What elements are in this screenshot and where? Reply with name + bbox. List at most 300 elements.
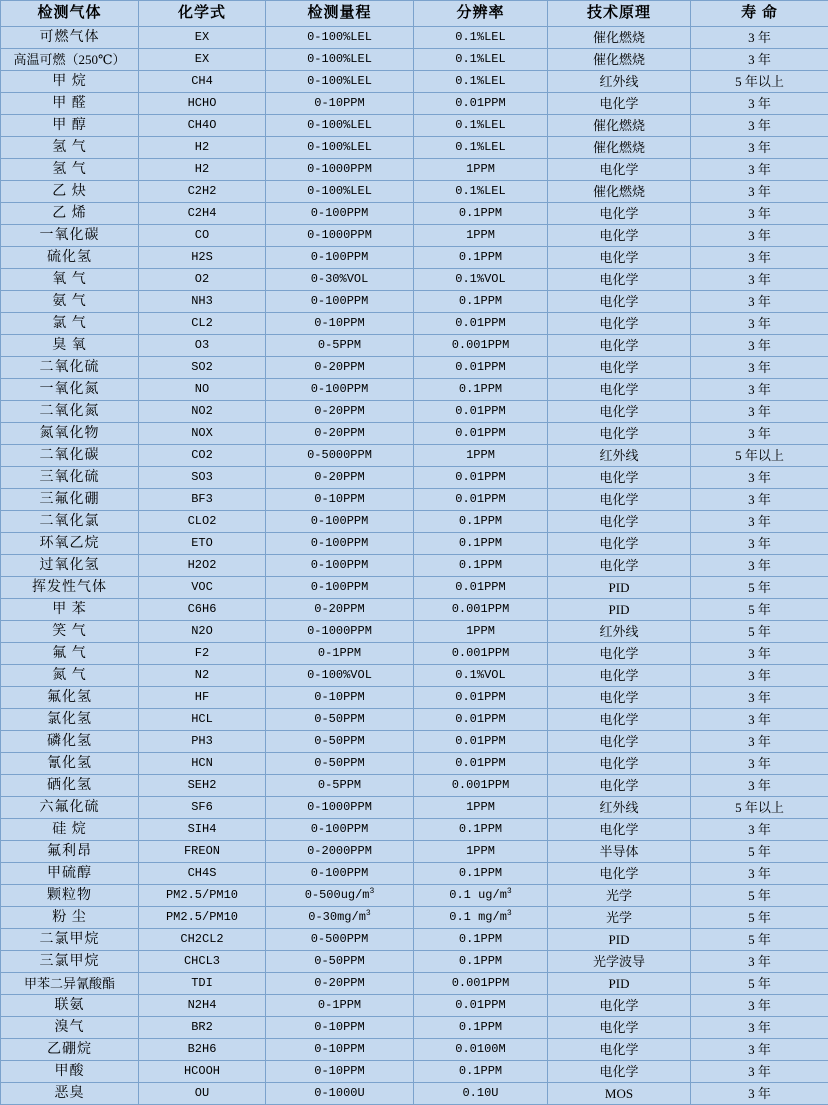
cell-principle: 电化学 [548, 995, 691, 1017]
cell-formula: HF [139, 687, 266, 709]
cell-gas-name: 氟 气 [1, 643, 139, 665]
cell-life: 3 年 [691, 709, 828, 731]
cell-formula: C6H6 [139, 599, 266, 621]
cell-gas-name: 甲酸 [1, 1061, 139, 1083]
cell-resolution: 1PPM [414, 621, 548, 643]
table-row [1, 753, 828, 775]
cell-life: 3 年 [691, 93, 828, 115]
cell-formula: C2H2 [139, 181, 266, 203]
cell-principle: 电化学 [548, 269, 691, 291]
table-row [1, 357, 828, 379]
cell-gas-name: 三氯甲烷 [1, 951, 139, 973]
cell-formula: N2H4 [139, 995, 266, 1017]
cell-gas-name: 高温可燃（250℃） [1, 49, 139, 71]
cell-resolution: 0.001PPM [414, 335, 548, 357]
cell-principle: 电化学 [548, 93, 691, 115]
cell-principle: 光学波导 [548, 951, 691, 973]
cell-resolution: 0.1PPM [414, 247, 548, 269]
cell-life: 3 年 [691, 181, 828, 203]
cell-formula: N2O [139, 621, 266, 643]
cell-range: $0-500ug/m^3$ [266, 885, 414, 907]
cell-range: 0-1PPM [266, 995, 414, 1017]
cell-range: 0-10PPM [266, 489, 414, 511]
cell-life: 3 年 [691, 1083, 828, 1105]
cell-principle: 催化燃烧 [548, 115, 691, 137]
table-row [1, 1017, 828, 1039]
cell-formula: SIH4 [139, 819, 266, 841]
cell-range: 0-10PPM [266, 313, 414, 335]
cell-range: 0-1000PPM [266, 797, 414, 819]
cell-life: 5 年以上 [691, 71, 828, 93]
table-row [1, 665, 828, 687]
table-row [1, 797, 828, 819]
cell-gas-name: 甲 苯 [1, 599, 139, 621]
cell-formula: H2 [139, 159, 266, 181]
cell-gas-name: 氨 气 [1, 291, 139, 313]
cell-gas-name: 氧 气 [1, 269, 139, 291]
column-header-gas: 检测气体 [1, 1, 139, 27]
cell-range: 0-100%VOL [266, 665, 414, 687]
cell-resolution: 0.0100M [414, 1039, 548, 1061]
cell-life: 5 年 [691, 841, 828, 863]
cell-range: 0-100PPM [266, 203, 414, 225]
cell-resolution: 1PPM [414, 841, 548, 863]
table-row [1, 159, 828, 181]
cell-resolution: 0.01PPM [414, 995, 548, 1017]
cell-resolution: 0.01PPM [414, 93, 548, 115]
table-row [1, 115, 828, 137]
cell-gas-name: 颗粒物 [1, 885, 139, 907]
table-row [1, 863, 828, 885]
cell-principle: 电化学 [548, 863, 691, 885]
cell-resolution: 0.1PPM [414, 533, 548, 555]
cell-formula: PM2.5/PM10 [139, 907, 266, 929]
table-row [1, 951, 828, 973]
table-row [1, 643, 828, 665]
cell-formula: PM2.5/PM10 [139, 885, 266, 907]
cell-gas-name: 笑 气 [1, 621, 139, 643]
cell-gas-name: 磷化氢 [1, 731, 139, 753]
cell-range: 0-30%VOL [266, 269, 414, 291]
cell-life: 3 年 [691, 1017, 828, 1039]
cell-formula: SEH2 [139, 775, 266, 797]
cell-range: 0-100PPM [266, 247, 414, 269]
table-row [1, 247, 828, 269]
cell-life: 3 年 [691, 731, 828, 753]
cell-principle: 催化燃烧 [548, 181, 691, 203]
cell-life: 3 年 [691, 159, 828, 181]
cell-formula: CLO2 [139, 511, 266, 533]
cell-principle: 电化学 [548, 709, 691, 731]
cell-formula: SO2 [139, 357, 266, 379]
column-header-life: 寿 命 [691, 1, 828, 27]
cell-resolution: 0.1 $mg/m^3$ [414, 907, 548, 929]
cell-principle: 电化学 [548, 665, 691, 687]
cell-gas-name: 三氧化硫 [1, 467, 139, 489]
cell-gas-name: 一氧化氮 [1, 379, 139, 401]
cell-range: 0-100PPM [266, 863, 414, 885]
cell-principle: 电化学 [548, 1061, 691, 1083]
cell-formula: HCL [139, 709, 266, 731]
table-row [1, 533, 828, 555]
cell-life: 3 年 [691, 247, 828, 269]
cell-range: 0-100%LEL [266, 181, 414, 203]
cell-range: 0-20PPM [266, 973, 414, 995]
cell-resolution: 0.01PPM [414, 577, 548, 599]
cell-gas-name: 硫化氢 [1, 247, 139, 269]
cell-formula: HCHO [139, 93, 266, 115]
cell-formula: NOX [139, 423, 266, 445]
cell-life: 3 年 [691, 643, 828, 665]
cell-range: 0-1000PPM [266, 225, 414, 247]
cell-gas-name: 氰化氢 [1, 753, 139, 775]
cell-life: 5 年 [691, 885, 828, 907]
cell-resolution: 0.1PPM [414, 511, 548, 533]
cell-life: 3 年 [691, 951, 828, 973]
cell-gas-name: 臭 氧 [1, 335, 139, 357]
cell-formula: CO2 [139, 445, 266, 467]
cell-gas-name: 可燃气体 [1, 27, 139, 49]
cell-principle: 电化学 [548, 247, 691, 269]
cell-resolution: 0.1%LEL [414, 137, 548, 159]
cell-principle: 催化燃烧 [548, 49, 691, 71]
cell-formula: H2O2 [139, 555, 266, 577]
cell-resolution: 0.1PPM [414, 819, 548, 841]
cell-resolution: 0.01PPM [414, 313, 548, 335]
cell-range: 0-100%LEL [266, 71, 414, 93]
cell-principle: 电化学 [548, 643, 691, 665]
cell-gas-name: 氮氧化物 [1, 423, 139, 445]
table-header-row [1, 1, 828, 27]
cell-resolution: 0.01PPM [414, 687, 548, 709]
cell-formula: PH3 [139, 731, 266, 753]
cell-gas-name: 甲硫醇 [1, 863, 139, 885]
cell-resolution: 1PPM [414, 445, 548, 467]
cell-range: 0-100PPM [266, 819, 414, 841]
cell-gas-name: 氯化氢 [1, 709, 139, 731]
cell-resolution: 0.01PPM [414, 709, 548, 731]
cell-life: 3 年 [691, 687, 828, 709]
cell-resolution: 0.1%LEL [414, 115, 548, 137]
cell-resolution: 0.1%LEL [414, 27, 548, 49]
table-row [1, 71, 828, 93]
cell-range: 0-20PPM [266, 599, 414, 621]
cell-range: 0-100%LEL [266, 137, 414, 159]
cell-principle: MOS [548, 1083, 691, 1105]
table-row [1, 291, 828, 313]
cell-gas-name: 联氨 [1, 995, 139, 1017]
cell-gas-name: 环氧乙烷 [1, 533, 139, 555]
cell-range: 0-5PPM [266, 775, 414, 797]
table-row [1, 687, 828, 709]
cell-resolution: 1PPM [414, 225, 548, 247]
table-row [1, 511, 828, 533]
cell-formula: CL2 [139, 313, 266, 335]
cell-range: 0-100PPM [266, 291, 414, 313]
cell-gas-name: 挥发性气体 [1, 577, 139, 599]
cell-principle: 电化学 [548, 313, 691, 335]
cell-life: 3 年 [691, 137, 828, 159]
cell-gas-name: 二氧化氯 [1, 511, 139, 533]
cell-life: 3 年 [691, 511, 828, 533]
cell-principle: 电化学 [548, 731, 691, 753]
cell-range: 0-1000PPM [266, 159, 414, 181]
cell-life: 5 年以上 [691, 797, 828, 819]
cell-resolution: 0.1PPM [414, 863, 548, 885]
cell-principle: 电化学 [548, 203, 691, 225]
cell-resolution: 0.1%LEL [414, 71, 548, 93]
cell-formula: SF6 [139, 797, 266, 819]
cell-life: 3 年 [691, 819, 828, 841]
cell-principle: 电化学 [548, 379, 691, 401]
cell-range: 0-100PPM [266, 379, 414, 401]
cell-life: 3 年 [691, 863, 828, 885]
cell-principle: 电化学 [548, 819, 691, 841]
table-row [1, 401, 828, 423]
table-row [1, 93, 828, 115]
table-row [1, 819, 828, 841]
cell-principle: 电化学 [548, 489, 691, 511]
cell-range: 0-50PPM [266, 951, 414, 973]
cell-principle: 电化学 [548, 775, 691, 797]
cell-resolution: 0.01PPM [414, 489, 548, 511]
cell-resolution: 0.1%VOL [414, 665, 548, 687]
cell-resolution: 0.01PPM [414, 467, 548, 489]
cell-formula: N2 [139, 665, 266, 687]
cell-principle: 电化学 [548, 225, 691, 247]
cell-range: 0-50PPM [266, 731, 414, 753]
cell-range: 0-5000PPM [266, 445, 414, 467]
cell-gas-name: 乙硼烷 [1, 1039, 139, 1061]
column-header-formula: 化学式 [139, 1, 266, 27]
cell-resolution: 0.1PPM [414, 1017, 548, 1039]
table-row [1, 225, 828, 247]
cell-principle: 电化学 [548, 291, 691, 313]
cell-formula: SO3 [139, 467, 266, 489]
cell-range: 0-1000PPM [266, 621, 414, 643]
cell-range: 0-2000PPM [266, 841, 414, 863]
table-row [1, 489, 828, 511]
cell-gas-name: 三氟化硼 [1, 489, 139, 511]
cell-formula: H2 [139, 137, 266, 159]
cell-life: 3 年 [691, 555, 828, 577]
cell-range: 0-50PPM [266, 753, 414, 775]
table-row [1, 467, 828, 489]
cell-range: 0-10PPM [266, 687, 414, 709]
cell-life: 3 年 [691, 357, 828, 379]
cell-resolution: 0.1PPM [414, 291, 548, 313]
cell-principle: 催化燃烧 [548, 27, 691, 49]
cell-life: 3 年 [691, 467, 828, 489]
cell-life: 3 年 [691, 1039, 828, 1061]
cell-gas-name: 乙 烯 [1, 203, 139, 225]
cell-gas-name: 六氟化硫 [1, 797, 139, 819]
cell-range: 0-100PPM [266, 533, 414, 555]
cell-principle: PID [548, 599, 691, 621]
table-row [1, 137, 828, 159]
cell-principle: PID [548, 577, 691, 599]
cell-gas-name: 硒化氢 [1, 775, 139, 797]
table-row [1, 269, 828, 291]
cell-gas-name: 溴气 [1, 1017, 139, 1039]
cell-resolution: 0.1%LEL [414, 181, 548, 203]
cell-formula: CH4 [139, 71, 266, 93]
cell-gas-name: 甲 醇 [1, 115, 139, 137]
cell-range: 0-10PPM [266, 93, 414, 115]
cell-resolution: 1PPM [414, 159, 548, 181]
cell-life: 3 年 [691, 203, 828, 225]
cell-resolution: 0.1 $ug/m^3$ [414, 885, 548, 907]
cell-life: 3 年 [691, 115, 828, 137]
table-row [1, 775, 828, 797]
cell-life: 5 年 [691, 907, 828, 929]
column-header-range: 检测量程 [266, 1, 414, 27]
cell-range: 0-100PPM [266, 555, 414, 577]
cell-formula: EX [139, 27, 266, 49]
cell-formula: CHCL3 [139, 951, 266, 973]
cell-life: 5 年以上 [691, 445, 828, 467]
table-row [1, 423, 828, 445]
cell-life: 5 年 [691, 973, 828, 995]
cell-formula: CH4O [139, 115, 266, 137]
cell-principle: 光学 [548, 907, 691, 929]
table-row [1, 1061, 828, 1083]
cell-life: 3 年 [691, 489, 828, 511]
table-row [1, 1039, 828, 1061]
cell-resolution: 0.01PPM [414, 401, 548, 423]
cell-life: 3 年 [691, 753, 828, 775]
table-row [1, 49, 828, 71]
cell-formula: C2H4 [139, 203, 266, 225]
cell-formula: H2S [139, 247, 266, 269]
cell-resolution: 0.001PPM [414, 775, 548, 797]
cell-formula: HCOOH [139, 1061, 266, 1083]
cell-gas-name: 氯 气 [1, 313, 139, 335]
cell-formula: O3 [139, 335, 266, 357]
table-row [1, 445, 828, 467]
cell-formula: NO [139, 379, 266, 401]
cell-formula: O2 [139, 269, 266, 291]
cell-range: 0-5PPM [266, 335, 414, 357]
cell-range: 0-500PPM [266, 929, 414, 951]
cell-gas-name: 氢 气 [1, 137, 139, 159]
cell-gas-name: 氮 气 [1, 665, 139, 687]
cell-principle: 电化学 [548, 401, 691, 423]
cell-range: 0-1000U [266, 1083, 414, 1105]
cell-resolution: 0.1PPM [414, 203, 548, 225]
cell-range: 0-20PPM [266, 423, 414, 445]
cell-gas-name: 硅 烷 [1, 819, 139, 841]
cell-resolution: 0.001PPM [414, 599, 548, 621]
cell-range: 0-50PPM [266, 709, 414, 731]
cell-range: 0-100%LEL [266, 115, 414, 137]
cell-gas-name: 二氯甲烷 [1, 929, 139, 951]
cell-gas-name: 甲苯二异氰酸酯 [1, 973, 139, 995]
column-header-principle: 技术原理 [548, 1, 691, 27]
cell-formula: B2H6 [139, 1039, 266, 1061]
cell-resolution: 0.10U [414, 1083, 548, 1105]
cell-gas-name: 一氧化碳 [1, 225, 139, 247]
cell-formula: NH3 [139, 291, 266, 313]
cell-range: 0-20PPM [266, 357, 414, 379]
table-row [1, 621, 828, 643]
cell-principle: 电化学 [548, 687, 691, 709]
cell-life: 3 年 [691, 27, 828, 49]
cell-principle: 电化学 [548, 753, 691, 775]
table-row [1, 731, 828, 753]
cell-principle: 电化学 [548, 467, 691, 489]
cell-principle: PID [548, 973, 691, 995]
cell-life: 3 年 [691, 775, 828, 797]
cell-formula: EX [139, 49, 266, 71]
cell-life: 3 年 [691, 379, 828, 401]
table-row [1, 599, 828, 621]
cell-resolution: 0.001PPM [414, 643, 548, 665]
cell-range: 0-20PPM [266, 401, 414, 423]
cell-resolution: 0.01PPM [414, 423, 548, 445]
cell-principle: 催化燃烧 [548, 137, 691, 159]
column-header-resolution: 分辨率 [414, 1, 548, 27]
cell-resolution: 0.1%VOL [414, 269, 548, 291]
cell-formula: BR2 [139, 1017, 266, 1039]
cell-principle: 红外线 [548, 621, 691, 643]
cell-life: 3 年 [691, 533, 828, 555]
cell-principle: 电化学 [548, 159, 691, 181]
cell-range: 0-100PPM [266, 511, 414, 533]
cell-formula: CO [139, 225, 266, 247]
table-row [1, 841, 828, 863]
table-row [1, 973, 828, 995]
cell-range: 0-10PPM [266, 1061, 414, 1083]
cell-gas-name: 二氧化碳 [1, 445, 139, 467]
cell-gas-name: 乙 炔 [1, 181, 139, 203]
cell-life: 5 年 [691, 577, 828, 599]
cell-formula: TDI [139, 973, 266, 995]
cell-range: 0-20PPM [266, 467, 414, 489]
table-row [1, 1083, 828, 1105]
cell-resolution: 0.1PPM [414, 379, 548, 401]
cell-principle: PID [548, 929, 691, 951]
cell-principle: 电化学 [548, 533, 691, 555]
cell-formula: ETO [139, 533, 266, 555]
table-row [1, 181, 828, 203]
cell-life: 3 年 [691, 335, 828, 357]
cell-resolution: 0.01PPM [414, 753, 548, 775]
cell-resolution: 0.1%LEL [414, 49, 548, 71]
table-row [1, 335, 828, 357]
cell-gas-name: 甲 烷 [1, 71, 139, 93]
table-row [1, 929, 828, 951]
cell-gas-name: 甲 醛 [1, 93, 139, 115]
cell-principle: 电化学 [548, 555, 691, 577]
table-row [1, 379, 828, 401]
cell-life: 3 年 [691, 49, 828, 71]
cell-gas-name: 过氧化氢 [1, 555, 139, 577]
table-row [1, 995, 828, 1017]
cell-life: 3 年 [691, 1061, 828, 1083]
cell-range: 0-100PPM [266, 577, 414, 599]
cell-life: 3 年 [691, 423, 828, 445]
cell-principle: 电化学 [548, 1017, 691, 1039]
cell-principle: 光学 [548, 885, 691, 907]
cell-principle: 电化学 [548, 1039, 691, 1061]
table-row [1, 203, 828, 225]
cell-formula: NO2 [139, 401, 266, 423]
cell-principle: 电化学 [548, 335, 691, 357]
cell-life: 3 年 [691, 401, 828, 423]
cell-life: 3 年 [691, 313, 828, 335]
table-row [1, 907, 828, 929]
